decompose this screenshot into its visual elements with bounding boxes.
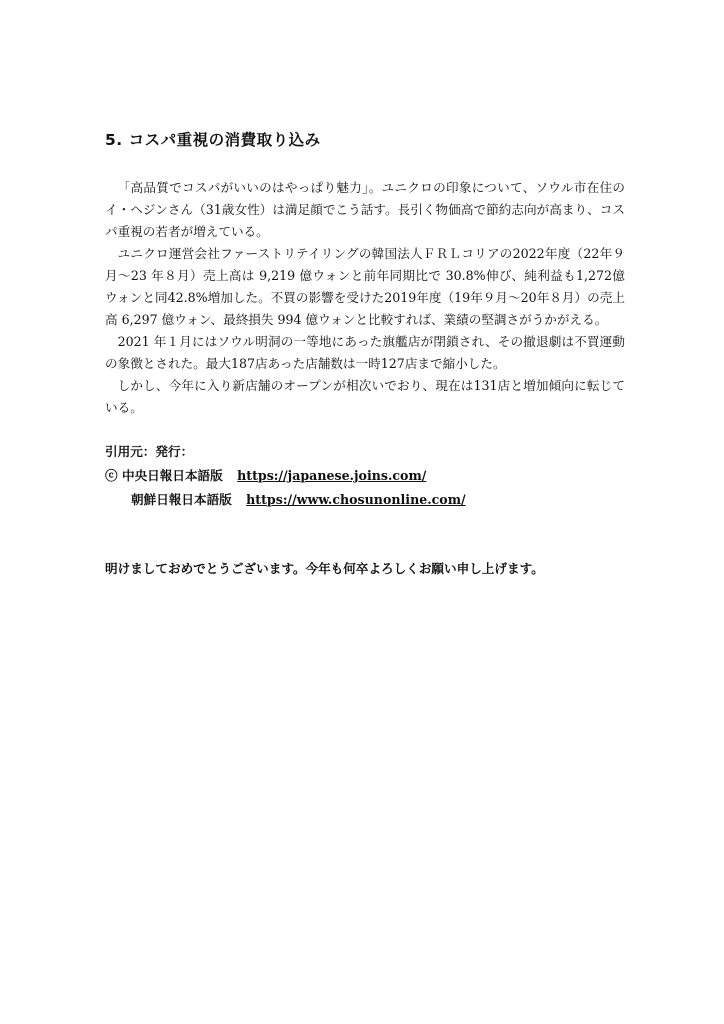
citation-block [105,440,466,512]
citation-source-2 [105,488,466,512]
source-link-2[interactable]: https://www.chosunonline.com/ [246,492,466,507]
paragraph-2: ユニクロ運営会社ファーストリテイリングの韓国法人ＦＲＬコリアの2022年度（22年９月～23 年８月）売上高は 9,219 億ウォンと前年同期比で 30.8%伸び、純利益も1,272億ウォンと同42.8%増加した。不買の影響を受けた2019年度（19年９月～20年８月）の売上高 6,297 億ウォン、最終損失 994 億ウォンと比較すれば、業績の堅調さがうかがえる。 [105,246,625,327]
paragraph-1: 「高品質でコスパがいいのはやっぱり魅力」。ユニクロの印象について、ソウル市在住のイ・ヘジンさん（31歳女性）は満足顔でこう話す。長引く物価高で節約志向が高まり、コスパ重視の若者が増えている。 [105,180,625,239]
paragraph-3: 2021 年１月にはソウル明洞の一等地にあった旗艦店が閉鎖され、その撤退劇は不買運動の象徴とされた。最大187店あった店舗数は一時127店まで縮小した。 [105,334,625,371]
citation-source-1 [105,464,466,488]
source-link-1[interactable]: https://japanese.joins.com/ [237,468,427,483]
source-name-2: 朝鮮日報日本語版 [131,492,232,507]
section-title: 5. コスパ重視の消費取り込み [105,131,321,149]
article-body [105,177,625,419]
copyright-icon: ⓒ [105,468,118,483]
source-name-1: 中央日報日本語版 [121,468,223,483]
paragraph-4: しかし、今年に入り新店舗のオープンが相次いでおり、現在は131店と増加傾向に転じている。 [105,378,625,415]
citation-heading: 引用元：発行： [105,444,194,459]
new-year-greeting: 明けましておめでとうございます。今年も何卒よろしくお願い申し上げます。 [105,561,544,576]
